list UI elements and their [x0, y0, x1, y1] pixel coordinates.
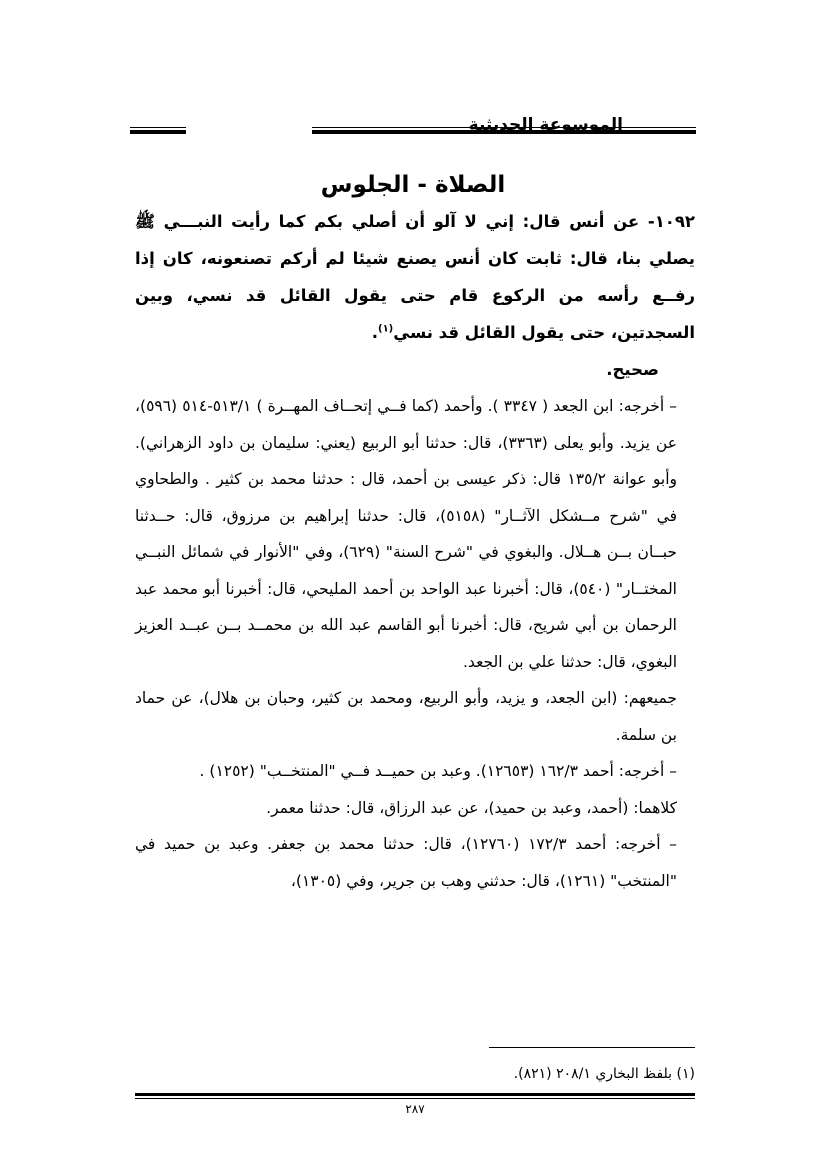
chapter-title: الصلاة - الجلوس — [320, 172, 506, 198]
page-number: ٢٨٧ — [405, 1102, 425, 1116]
takhrij-section — [135, 388, 695, 899]
hadith-grade: صحيح. — [606, 360, 659, 379]
header-title: الموسوعة الحديثية — [468, 115, 623, 135]
running-header — [130, 112, 696, 142]
takhrij-paragraph: جميعهم: (ابن الجعد، و يزيد، وأبو الربيع، ومحمد بن كثير، وحبان بن هلال)، عن حماد بن سلمة. — [135, 689, 677, 744]
bottom-rule — [135, 1093, 695, 1099]
takhrij-paragraph: – أخرجه: أحمد ١٦٢/٣ (١٢٦٥٣). وعبد بن حميــد فــي "المنتخــب" (١٢٥٢) . — [199, 762, 677, 780]
hadith-end: . — [371, 323, 378, 342]
hadith-main: ١٠٩٢- عن أنس قال: إني لا آلو أن أصلي بكم كما رأيت النبـــي ﷺ يصلي بنا، قال: ثابت كان أنس يصنع شيئا لم أركم تصنعونه، كان إذا رفــع رأسه من الركوع قام حتى يقول القائل قد نسي، وبين السجدتين، حتى يقول القائل قد نسي — [135, 212, 695, 342]
footnote-ref: (١) — [377, 323, 394, 335]
takhrij-paragraph: – أخرجه: أحمد ١٧٢/٣ (١٢٧٦٠)، قال: حدثنا محمد بن جعفر. وعبد بن حميد في "المنتخب" (١٢٦١)، قال: حدثني وهب بن جرير، وفي (١٣٠٥)، — [135, 835, 677, 890]
footnote: (١) بلفظ البخاري ٢٠٨/١ (٨٢١). — [513, 1066, 695, 1082]
takhrij-paragraph: – أخرجه: ابن الجعد ( ٣٣٤٧ ). وأحمد (كما فــي إتحــاف المهــرة ) ٥١٣/١-٥١٤ (٥٩٦)، عن يزيد. وأبو يعلى (٣٣٦٣)، قال: حدثنا أبو الربيع (يعني: سليمان بن داود الزهراني). وأبو عوانة ١٣٥/٢ قال: ذكر عيسى بن أحمد، قال : حدثنا محمد بن كثير . والطحاوي في "شرح مــشكل الآثــار" (٥١٥٨)، قال: حدثنا إبراهيم بن مرزوق، قال: حــدثنا حبــان بــن هــلال. والبغوي في "شرح السنة" (٦٢٩)، وفي "الأنوار في شمائل النبــي المختــار" (٥٤٠)، قال: أخبرنا عبد الواحد بن أحمد المليحي، قال: أخبرنا أبو محمد عبد الرحمان بن أبي شريح، قال: أخبرنا أبو القاسم عبد الله بن محمــد بــن عبــد العزيز البغوي، قال: حدثنا علي بن الجعد. — [135, 397, 678, 671]
footnote-separator — [489, 1047, 695, 1048]
header-rule-short — [130, 127, 186, 134]
header-rule-long — [312, 127, 696, 134]
main-text — [135, 203, 695, 899]
takhrij-paragraph: كلاهما: (أحمد، وعبد بن حميد)، عن عبد الرزاق، قال: حدثنا معمر. — [266, 798, 677, 817]
hadith-text — [135, 203, 695, 351]
